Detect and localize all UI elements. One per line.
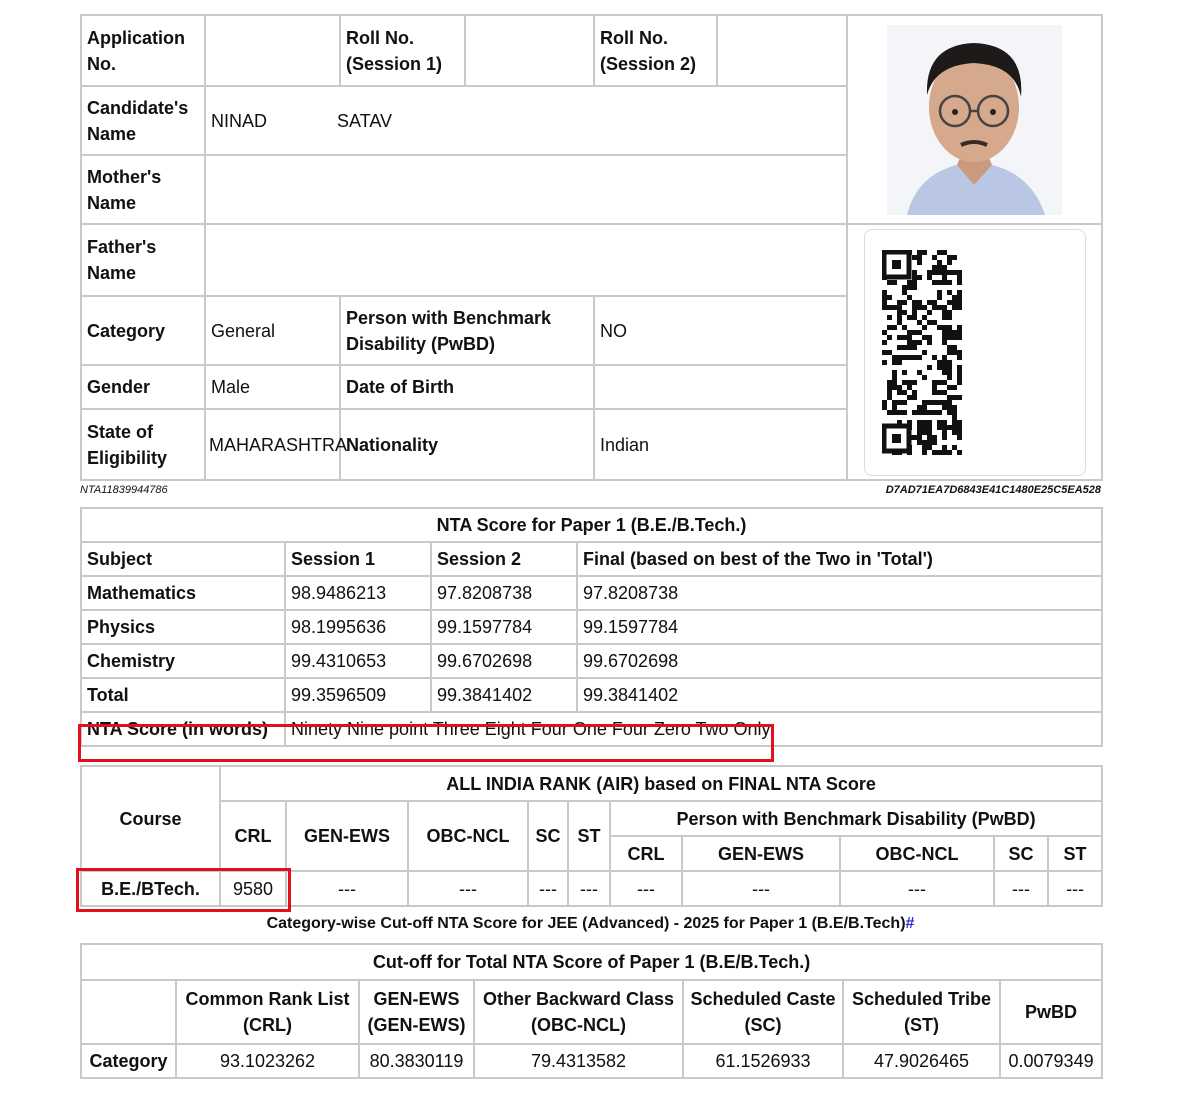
hash-code: D7AD71EA7D6843E41C1480E25C5EA528 — [885, 484, 1101, 496]
subject-name: Chemistry — [81, 644, 285, 678]
final-score: 97.8208738 — [577, 576, 1102, 610]
air-header-gen-ews: GEN-EWS — [286, 801, 408, 871]
air-header-sc: SC — [528, 801, 568, 871]
pwbd-header-gen-ews: GEN-EWS — [682, 836, 840, 871]
cutoff-table — [80, 943, 1103, 1079]
air-header-crl: CRL — [220, 801, 286, 871]
subject-name: Physics — [81, 610, 285, 644]
score-header-session2: Session 2 — [431, 542, 577, 576]
candidate-name-value — [205, 86, 847, 155]
document-codes — [80, 484, 1101, 500]
qr-code — [864, 229, 1086, 476]
cutoff-header-obc-ncl: Other Backward Class (OBC-NCL) — [474, 980, 683, 1044]
final-score: 99.6702698 — [577, 644, 1102, 678]
pwbd-header-sc: SC — [994, 836, 1048, 871]
session2-score: 99.3841402 — [431, 678, 577, 712]
cutoff-header-pwbd: PwBD — [1000, 980, 1102, 1044]
pwbd-gen-ews-value: --- — [682, 871, 840, 906]
air-st-value: --- — [568, 871, 610, 906]
first-name: NINAD — [211, 110, 268, 131]
candidate-details-table — [80, 14, 1103, 481]
score-words-highlight — [78, 724, 774, 762]
cutoff-gen-ews-value: 80.3830119 — [359, 1044, 474, 1078]
cutoff-sc-value: 61.1526933 — [683, 1044, 843, 1078]
pwbd-header: Person with Benchmark Disability (PwBD) — [610, 801, 1102, 836]
air-sc-value: --- — [528, 871, 568, 906]
roll-session1-value — [465, 16, 593, 85]
father-name-label: Father's Name — [81, 224, 205, 296]
state-label: State of Eligibility — [81, 409, 205, 480]
session1-score: 98.9486213 — [285, 576, 431, 610]
mother-name-value — [205, 155, 847, 224]
air-obc-ncl-value: --- — [408, 871, 528, 906]
cutoff-title: Cut-off for Total NTA Score of Paper 1 (B.E/B.Tech.) — [81, 944, 1102, 980]
session2-score: 99.1597784 — [431, 610, 577, 644]
roll-session2-value — [717, 15, 847, 86]
nationality-value: Indian — [594, 409, 847, 480]
dob-label: Date of Birth — [340, 365, 594, 409]
category-label: Category — [81, 296, 205, 365]
cutoff-crl-value: 93.1023262 — [176, 1044, 359, 1078]
pwbd-label: Person with Benchmark Disability (PwBD) — [340, 296, 594, 365]
candidate-photo — [887, 25, 1062, 215]
session1-score: 98.1995636 — [285, 610, 431, 644]
final-score: 99.1597784 — [577, 610, 1102, 644]
cutoff-caption-text: Category-wise Cut-off NTA Score for JEE (Advanced) - 2025 for Paper 1 (B.E/B.Tech) — [266, 915, 906, 932]
application-no-label: Application No. — [81, 15, 205, 86]
pwbd-crl-value: --- — [610, 871, 682, 906]
subject-name: Total — [81, 678, 285, 712]
score-header-final: Final (based on best of the Two in 'Total') — [577, 542, 1102, 576]
pwbd-sc-value: --- — [994, 871, 1048, 906]
course-value: B.E./BTech. — [81, 871, 220, 906]
pwbd-header-obc-ncl: OBC-NCL — [840, 836, 994, 871]
cutoff-header-crl: Common Rank List (CRL) — [176, 980, 359, 1044]
table-row — [81, 610, 1102, 644]
subject-name: Mathematics — [81, 576, 285, 610]
score-table-title: NTA Score for Paper 1 (B.E./B.Tech.) — [81, 508, 1102, 542]
table-row — [81, 1044, 1102, 1078]
last-name: SATAV — [337, 110, 393, 131]
cutoff-corner — [81, 980, 176, 1044]
cutoff-row-label: Category — [81, 1044, 176, 1078]
air-crl-value: 9580 — [220, 871, 286, 906]
cutoff-header-sc: Scheduled Caste (SC) — [683, 980, 843, 1044]
candidate-name-label: Candidate's Name — [81, 86, 205, 155]
nta-score-table — [80, 507, 1103, 747]
table-row — [81, 576, 1102, 610]
dob-value — [594, 365, 847, 409]
gender-value: Male — [205, 365, 340, 409]
photo-cell — [847, 15, 1102, 224]
air-header-st: ST — [568, 801, 610, 871]
score-words-value: Ninety Nine point Three Eight Four One Four Zero Two Only — [285, 712, 1102, 746]
pwbd-obc-ncl-value: --- — [840, 871, 994, 906]
cutoff-header-gen-ews: GEN-EWS (GEN-EWS) — [359, 980, 474, 1044]
air-gen-ews-value: --- — [286, 871, 408, 906]
course-header: Course — [81, 766, 220, 871]
session2-score: 99.6702698 — [431, 644, 577, 678]
final-score: 99.3841402 — [577, 678, 1102, 712]
nta-code: NTA11839944786 — [80, 484, 168, 496]
session1-score: 99.3596509 — [285, 678, 431, 712]
roll-session1-label: Roll No. (Session 1) — [341, 16, 465, 85]
cutoff-pwbd-value: 0.0079349 — [1000, 1044, 1102, 1078]
air-title: ALL INDIA RANK (AIR) based on FINAL NTA Score — [220, 766, 1102, 801]
pwbd-header-crl: CRL — [610, 836, 682, 871]
application-no-value — [205, 15, 340, 86]
pwbd-st-value: --- — [1048, 871, 1102, 906]
cutoff-caption-footnote-link[interactable]: # — [905, 915, 915, 932]
score-words-label: NTA Score (in words) — [81, 712, 285, 746]
qr-cell — [847, 224, 1102, 480]
cutoff-st-value: 47.9026465 — [843, 1044, 1000, 1078]
gender-label: Gender — [81, 365, 205, 409]
session1-score: 99.4310653 — [285, 644, 431, 678]
session2-score: 97.8208738 — [431, 576, 577, 610]
category-value: General — [205, 296, 340, 365]
course-rank-highlight — [76, 868, 291, 912]
air-header-obc-ncl: OBC-NCL — [408, 801, 528, 871]
mother-name-label: Mother's Name — [81, 155, 205, 224]
father-name-value — [205, 224, 847, 296]
roll-session2-label: Roll No. (Session 2) — [594, 15, 717, 86]
cutoff-header-st: Scheduled Tribe (ST) — [843, 980, 1000, 1044]
table-row — [81, 644, 1102, 678]
cutoff-obc-ncl-value: 79.4313582 — [474, 1044, 683, 1078]
score-header-session1: Session 1 — [285, 542, 431, 576]
cutoff-caption — [80, 915, 1101, 933]
state-value: MAHARASHTRA — [205, 409, 340, 480]
nationality-label: Nationality — [340, 409, 594, 480]
pwbd-header-st: ST — [1048, 836, 1102, 871]
score-header-subject: Subject — [81, 542, 285, 576]
pwbd-value: NO — [594, 296, 847, 365]
table-row — [81, 678, 1102, 712]
